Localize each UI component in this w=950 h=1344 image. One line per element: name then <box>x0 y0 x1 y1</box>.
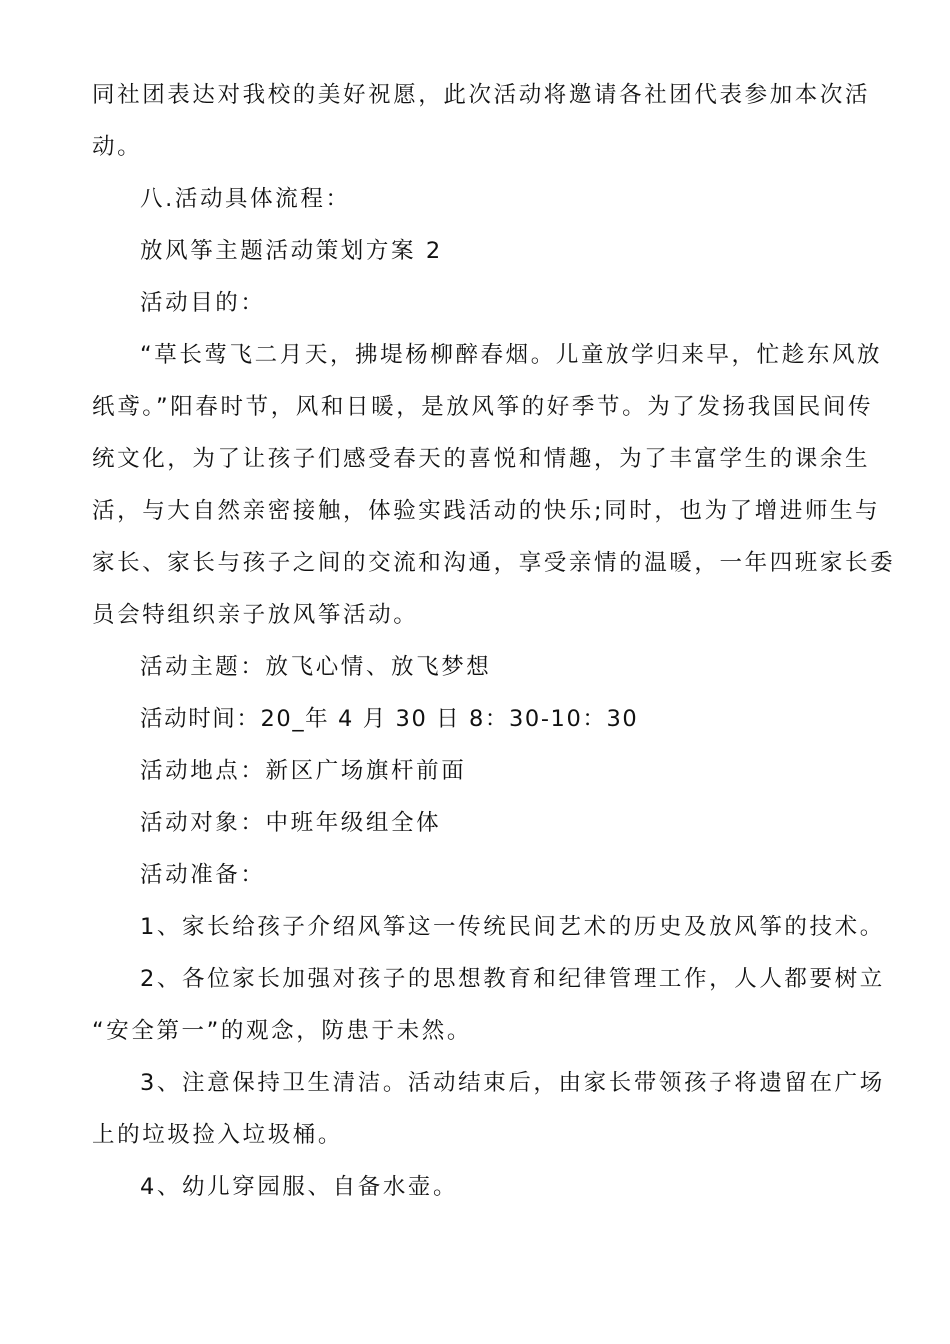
paragraph-line: 动。 <box>92 134 143 160</box>
list-item-continuation: “安全第一”的观念，防患于未然。 <box>92 1018 472 1044</box>
section-heading: 八.活动具体流程： <box>140 186 351 212</box>
paragraph-line: 统文化，为了让孩子们感受春天的喜悦和情趣，为了丰富学生的课余生 <box>92 446 871 472</box>
activity-time: 活动时间：20_年 4 月 30 日 8：30-10：30 <box>140 706 639 732</box>
list-item-continuation: 上的垃圾捡入垃圾桶。 <box>92 1122 344 1148</box>
paragraph-line: 活，与大自然亲密接触，体验实践活动的快乐;同时，也为了增进师生与 <box>92 498 881 524</box>
activity-participants: 活动对象：中班年级组全体 <box>140 810 442 836</box>
paragraph-line: 纸鸢。”阳春时节，风和日暖，是放风筝的好季节。为了发扬我国民间传 <box>92 394 874 420</box>
list-item: 4、幼儿穿园服、自备水壶。 <box>140 1174 459 1200</box>
paragraph-line: 家长、家长与孩子之间的交流和沟通，享受亲情的温暖，一年四班家长委 <box>92 550 896 576</box>
paragraph-line: 员会特组织亲子放风筝活动。 <box>92 602 419 628</box>
paragraph-line: “草长莺飞二月天，拂堤杨柳醉春烟。儿童放学归来早，忙趁东风放 <box>140 342 883 368</box>
section-heading: 活动目的： <box>140 290 266 316</box>
paragraph-line: 同社团表达对我校的美好祝愿，此次活动将邀请各社团代表参加本次活 <box>92 82 871 108</box>
activity-theme: 活动主题：放飞心情、放飞梦想 <box>140 654 492 680</box>
document-title: 放风筝主题活动策划方案 2 <box>140 238 443 264</box>
section-heading: 活动准备： <box>140 862 266 888</box>
activity-location: 活动地点：新区广场旗杆前面 <box>140 758 467 784</box>
list-item: 1、家长给孩子介绍风筝这一传统民间艺术的历史及放风筝的技术。 <box>140 914 885 940</box>
list-item: 2、各位家长加强对孩子的思想教育和纪律管理工作，人人都要树立 <box>140 966 885 992</box>
list-item: 3、注意保持卫生清洁。活动结束后，由家长带领孩子将遗留在广场 <box>140 1070 885 1096</box>
